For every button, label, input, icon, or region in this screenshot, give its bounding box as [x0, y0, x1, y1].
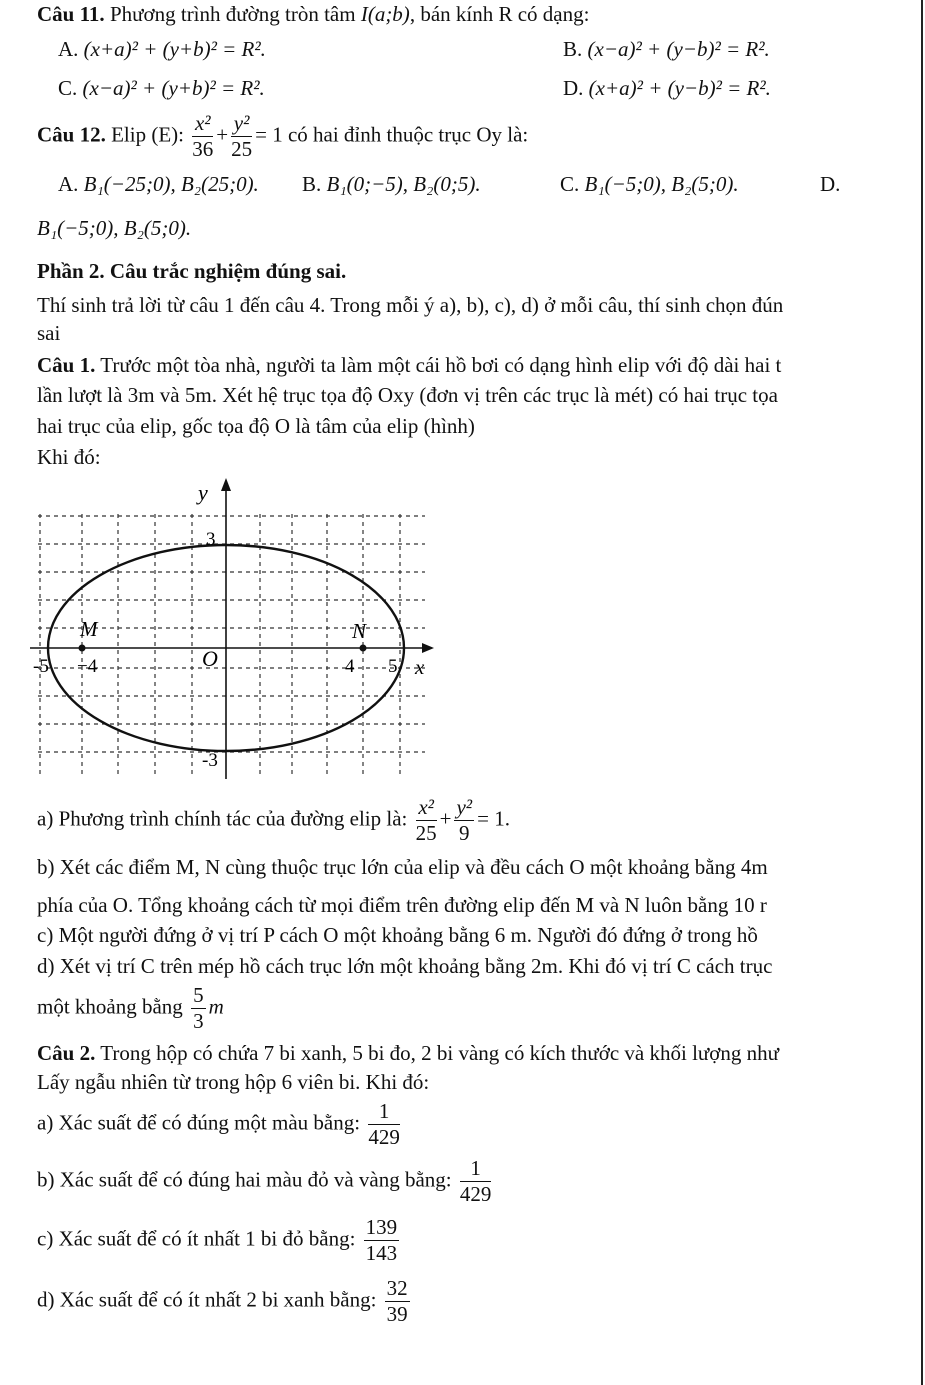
q12-option-d[interactable]: [820, 171, 840, 197]
c1-a-frac-y-num: y²: [454, 796, 474, 821]
x-axis-label: x: [415, 655, 425, 679]
c1-d-unit: m: [208, 994, 224, 1019]
y-axis-arrow: [221, 478, 231, 491]
c1-a-frac-x-den: 25: [415, 821, 437, 846]
q12-frac-x-num: x²: [192, 112, 213, 137]
q11-option-b-letter: B.: [563, 37, 583, 61]
q12-option-a[interactable]: [58, 171, 259, 197]
c1-item-c: c) Một người đứng ở vị trí P cách O một khoảng bằng 6 m. Người đó đứng ở trong hồ: [37, 923, 758, 947]
q12-stem: Câu 12. Elip (E): $\frac{\text{x²}}{36}$ + $\frac{\text{y²}}{25}$ = 1 có hai đỉnh thuộc trục Oy là:: [37, 111, 529, 162]
c1-a-frac-x-num: x²: [416, 796, 437, 821]
q12-frac-y: [231, 112, 252, 161]
c2-d-frac: [385, 1277, 410, 1326]
q12-option-b[interactable]: [302, 171, 481, 197]
x-axis-arrow: [422, 643, 434, 653]
c2-item-b: [37, 1157, 494, 1206]
c1-line4: Khi đó:: [37, 445, 101, 469]
q11-option-c[interactable]: [58, 75, 265, 101]
tick-label-3: 3: [206, 529, 216, 550]
c2-b-frac-num: 1: [460, 1157, 492, 1182]
part2-heading: Phần 2. Câu trắc nghiệm đúng sai.: [37, 259, 347, 283]
c1-line2: lần lượt là 3m và 5m. Xét hệ trục tọa độ Oxy (đơn vị trên các trục là mét) có hai trục tọa: [37, 383, 778, 407]
q12-text-post: có hai đỉnh thuộc trục Oy là:: [287, 122, 529, 147]
q11-option-a-letter: A.: [58, 37, 79, 61]
c2-a-frac-num: 1: [368, 1100, 400, 1125]
c2-a-frac-den: 429: [368, 1125, 400, 1150]
q11-option-d-expr: (x+a)² + (y−b)² = R².: [588, 76, 771, 100]
c2-item-d: [37, 1277, 413, 1326]
q12-frac-x: [192, 112, 213, 161]
c1-a-frac-y-den: 9: [459, 821, 470, 846]
c1-d-frac-den: 3: [193, 1009, 204, 1034]
q12-option-b-expr: B₁(0;−5), B₂(0;5).: [326, 172, 481, 196]
q12-option-d-expr-line: [37, 215, 191, 241]
q12-frac-y-den: 25: [231, 137, 253, 162]
q12-option-c-letter: C.: [560, 172, 580, 196]
q11-option-b-expr: (x−a)² + (y−b)² = R².: [587, 37, 770, 61]
q11-label: Câu 11.: [37, 2, 105, 26]
q11-option-d[interactable]: [563, 75, 771, 101]
tick-label-5: 5: [388, 656, 398, 677]
c2-d-frac-num: 32: [385, 1277, 410, 1302]
c2-item-a-text: a) Xác suất để có đúng một màu bằng:: [37, 1110, 361, 1135]
c1-item-d-line2-text: một khoảng bằng: [37, 994, 183, 1019]
c2-c-frac: [364, 1216, 400, 1265]
tick-label-neg5: -5: [33, 656, 49, 677]
origin-label: O: [202, 646, 218, 671]
c1-item-b-line2: phía của O. Tổng khoảng cách từ mọi điểm trên đường elip đến M và N luôn bằng 10 r: [37, 893, 767, 917]
ellipse-figure: [30, 474, 440, 784]
q11-text-pre: Phương trình đường tròn tâm: [109, 2, 356, 26]
c2-b-frac: [460, 1157, 492, 1206]
c1-line1-text: Trước một tòa nhà, người ta làm một cái hồ bơi có dạng hình elip với độ dài hai t: [100, 353, 782, 377]
tick-label-neg4: −4: [77, 656, 98, 677]
page-edge-line: [921, 0, 923, 1385]
c1-d-frac: [191, 984, 206, 1033]
c2-line2: Lấy ngẫu nhiên từ trong hộp 6 viên bi. Khi đó:: [37, 1070, 430, 1094]
q12-option-d-letter: D.: [820, 172, 841, 196]
q12-frac-y-num: y²: [231, 112, 252, 137]
c2-line1: [37, 1040, 925, 1066]
c2-a-frac: [368, 1100, 400, 1149]
q12-eq-tail: = 1: [255, 122, 283, 147]
q12-frac-x-den: 36: [192, 137, 214, 162]
c1-item-d-line1: d) Xét vị trí C trên mép hồ cách trục lớn một khoảng bằng 2m. Khi đó vị trí C cách trục: [37, 954, 773, 978]
q11-option-a[interactable]: [58, 36, 266, 62]
c1-line1: [37, 352, 925, 378]
c1-item-a-tail: = 1.: [477, 806, 510, 831]
c1-a-frac-y: [454, 796, 474, 845]
point-n-label: N: [352, 619, 367, 643]
c2-c-frac-num: 139: [364, 1216, 400, 1241]
c1-line3: hai trục của elip, gốc tọa độ O là tâm của elip (hình): [37, 414, 475, 438]
c2-c-frac-den: 143: [365, 1241, 398, 1266]
c2-item-a: [37, 1100, 403, 1149]
c2-item-c: [37, 1216, 402, 1265]
c2-label: Câu 2.: [37, 1041, 96, 1065]
c2-item-c-text: c) Xác suất để có ít nhất 1 bi đỏ bằng:: [37, 1226, 356, 1251]
q12-option-c-expr: B₁(−5;0), B₂(5;0).: [584, 172, 739, 196]
q12-text-pre: Elip (E):: [111, 122, 185, 147]
tick-label-4: 4: [345, 656, 355, 677]
c1-item-a: a) Phương trình chính tác của đường elip là: $\frac{\text{x²}}{25}$ + $\frac{\text{y²}}{9}$ = 1.: [37, 795, 510, 846]
q11-option-a-expr: (x+a)² + (y+b)² = R².: [83, 37, 266, 61]
q12-label: Câu 12.: [37, 122, 106, 147]
c2-item-d-text: d) Xác suất để có ít nhất 2 bi xanh bằng:: [37, 1287, 377, 1312]
q12-option-a-letter: A.: [58, 172, 79, 196]
c1-item-b-line1: b) Xét các điểm M, N cùng thuộc trục lớn của elip và đều cách O một khoảng bằng 4m: [37, 855, 768, 879]
q11-option-c-expr: (x−a)² + (y+b)² = R².: [82, 76, 265, 100]
tick-label-neg3: -3: [202, 750, 218, 771]
grid-lines: [38, 514, 425, 774]
point-n-dot: [360, 645, 367, 652]
point-m-dot: [79, 645, 86, 652]
y-axis-label: y: [198, 480, 208, 505]
q12-option-a-expr: B₁(−25;0), B₂(25;0).: [83, 172, 259, 196]
c2-b-frac-den: 429: [459, 1182, 492, 1207]
point-m-label: M: [80, 617, 98, 641]
c1-label: Câu 1.: [37, 353, 96, 377]
part2-intro-line2: sai: [37, 321, 61, 345]
c1-item-a-text: a) Phương trình chính tác của đường elip là:: [37, 806, 408, 831]
c1-a-frac-x: [416, 796, 437, 845]
c1-item-d-line2: [37, 984, 224, 1033]
q12-option-c[interactable]: [560, 171, 739, 197]
q11-text-post: , bán kính R có dạng:: [409, 2, 590, 26]
part2-intro-line1: Thí sinh trả lời từ câu 1 đến câu 4. Trong mỗi ý a), b), c), d) ở mỗi câu, thí sinh chọn đún: [37, 293, 784, 317]
c2-line1-text: Trong hộp có chứa 7 bi xanh, 5 bi đo, 2 bi vàng có kích thước và khối lượng như: [100, 1041, 780, 1065]
c2-d-frac-den: 39: [386, 1302, 408, 1327]
q11-option-b[interactable]: [563, 36, 770, 62]
q11-stem: [37, 1, 589, 27]
q12-option-b-letter: B.: [302, 172, 322, 196]
q12-option-d-expr: B₁(−5;0), B₂(5;0).: [37, 216, 192, 240]
q11-option-d-letter: D.: [563, 76, 584, 100]
q11-option-c-letter: C.: [58, 76, 78, 100]
c1-d-frac-num: 5: [191, 984, 206, 1009]
q11-center: I(a;b): [360, 2, 410, 26]
c2-item-b-text: b) Xác suất để có đúng hai màu đỏ và vàng bằng:: [37, 1167, 452, 1192]
